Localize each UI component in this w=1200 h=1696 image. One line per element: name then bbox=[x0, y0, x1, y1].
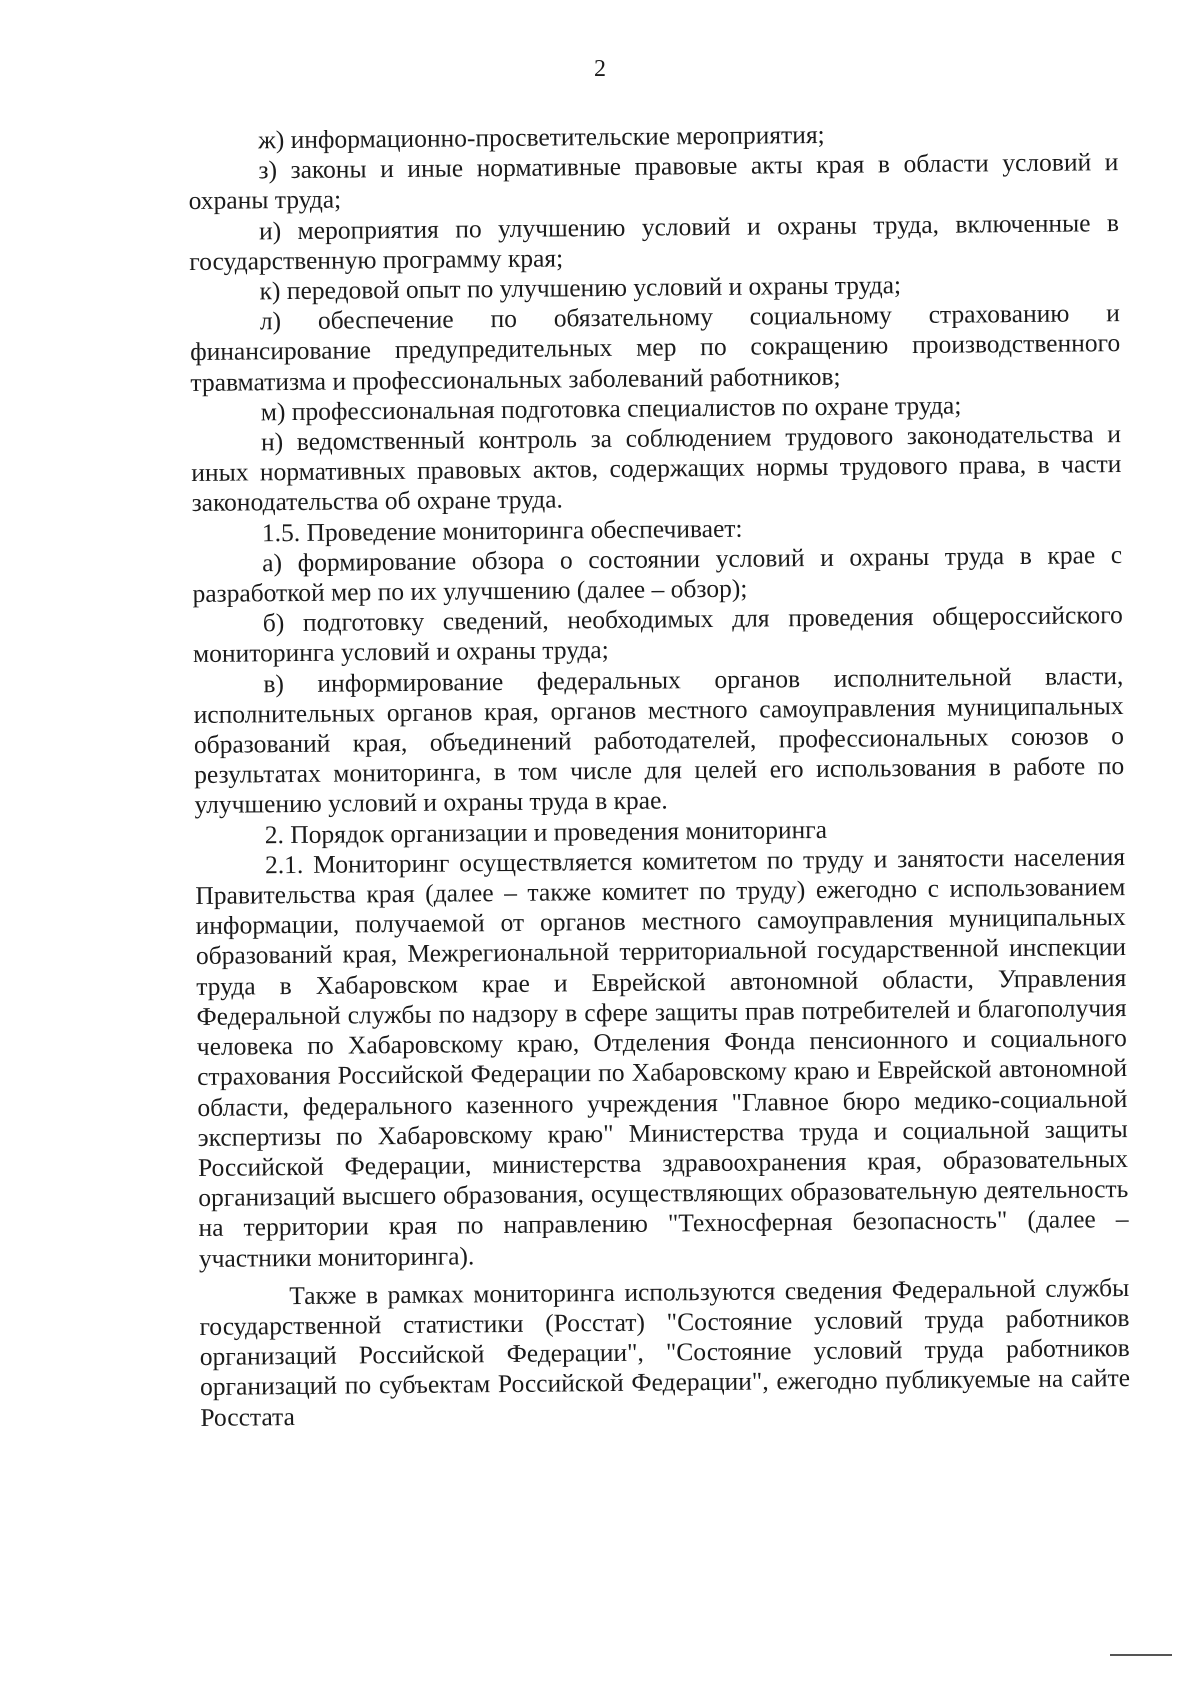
page-number: 2 bbox=[594, 56, 606, 82]
paragraph-z: з) законы и иные нормативные правовые акты края в области условий и охраны труда; bbox=[188, 147, 1119, 216]
paragraph-v: в) информирование федеральных органов исполнительной власти, исполнительных органов края, органов местного самоуправления муниципальных образований края, объединений работодателей, профессиональных союзов о результатах мониторинга, в том числе для целей его использования в работе по улучшению условий и охраны труда в крае. bbox=[193, 660, 1125, 820]
paragraph-k: к) передовой опыт по улучшению условий и охраны труда; bbox=[259, 270, 902, 306]
paragraph-2-1: 2.1. Мониторинг осуществляется комитетом по труду и занятости населения Правительства края (далее – также комитет по труду) ежегодно с использованием информации, получаемой от органов местного самоуправления муниципальных образований края, Межрегиональной территориальной государственной инспекции труда в Хабаровском крае и Еврейской автономной области, Управления Федеральной службы по надзору в сфере защиты прав потребителей и благополучия человека по Хабаровскому краю, Отделения Фонда пенсионного и социального страхования Российской Федерации по Хабаровскому краю и Еврейской автономной области, федерального казенного учреждения "Главное бюро медико-социальной экспертизы по Хабаровскому краю" Министерства труда и социальной защиты Российской Федерации, министерства здравоохранения края, образовательных организаций высшего образования, осуществляющих образовательную деятельность на территории края по направлению "Техносферная безопасность" (далее – участники мониторинга). bbox=[195, 841, 1129, 1273]
document-body bbox=[188, 117, 1131, 1433]
section-2-heading: 2. Порядок организации и проведения мониторинга bbox=[264, 814, 828, 849]
paragraph-m: м) профессиональная подготовка специалистов по охране труда; bbox=[260, 390, 962, 427]
paragraph-l: л) обеспечение по обязательному социальному страхованию и финансирование предупредительных мер по сокращению производственного травматизма и профессиональных заболеваний работников; bbox=[190, 298, 1121, 397]
paragraph-a: а) формирование обзора о состоянии условий и охраны труда в крае с разработкой мер по их улучшению (далее – обзор); bbox=[192, 539, 1123, 609]
paragraph-b: б) подготовку сведений, необходимых для проведения общероссийского мониторинга условий и охраны труда; bbox=[192, 600, 1123, 669]
scan-mark bbox=[1110, 1654, 1172, 1656]
section-1-5-heading: 1.5. Проведение мониторинга обеспечивает: bbox=[261, 513, 743, 547]
paragraph-rosstat: Также в рамках мониторинга используются сведения Федеральной службы государственной статистики (Росстат) "Состояние условий труда работников организаций Российской Федерации", "Состояние условий труда работников организаций по субъектам Российской Федерации", ежегодно публикуемые на сайте Росстата bbox=[199, 1272, 1131, 1432]
paragraph-i: и) мероприятия по улучшению условий и охраны труда, включенные в государственную программу края; bbox=[189, 207, 1120, 276]
paragraph-zh: ж) информационно-просветительские мероприятия; bbox=[257, 119, 825, 155]
paragraph-n: н) ведомственный контроль за соблюдением трудового законодательства и иных нормативных правовых актов, содержащих нормы трудового права, в части законодательства об охране труда. bbox=[191, 419, 1122, 518]
